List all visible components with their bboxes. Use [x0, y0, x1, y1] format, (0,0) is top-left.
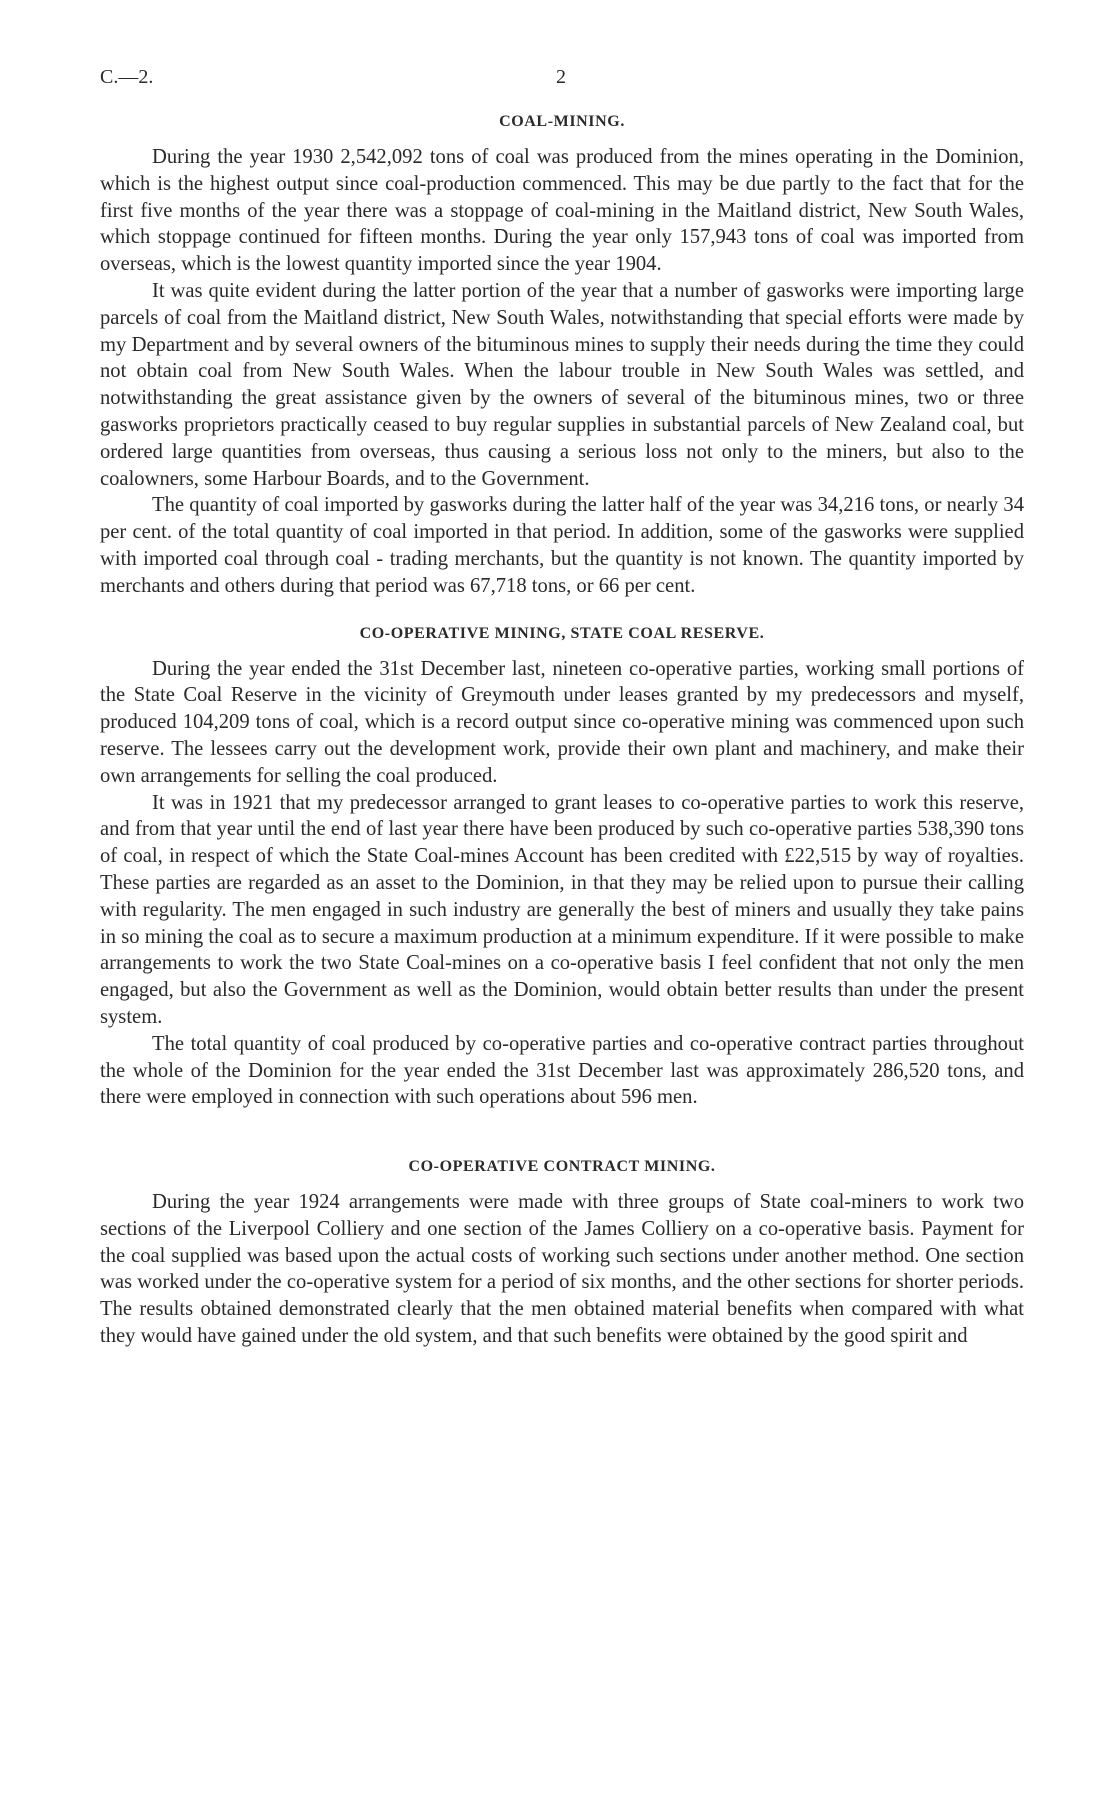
page-body	[100, 110, 1024, 1350]
paragraph: It was quite evident during the latter portion of the year that a number of gasworks were importing large parcels of coal from the Maitland district, New South Wales, notwithstanding that special efforts were made by my Department and by several owners of the bituminous mines to supply their needs during the time they could not obtain coal from New South Wales. When the labour trouble in New South Wales was settled, and notwithstanding the great assistance given by the owners of several of the bituminous mines, two or three gasworks proprietors practically ceased to buy regular supplies in substantial parcels of New Zealand coal, but ordered large quantities from overseas, thus causing a serious loss not only to the miners, but also to the coalowners, some Harbour Boards, and to the Government.	[100, 279, 1024, 490]
paragraph: The total quantity of coal produced by co-operative parties and co-operative contract parties throughout the whole of the Dominion for the year ended the 31st December last was approximately 286,520 tons, and there were employed in connection with such operations about 596 men.	[100, 1032, 1024, 1109]
paragraph: The quantity of coal imported by gasworks during the latter half of the year was 34,216 tons, or nearly 34 per cent. of the total quantity of coal imported in that period. In addition, some of the gasworks were supplied with imported coal through coal - trading merchants, but the quantity is not known. The quantity imported by merchants and others during that period was 67,718 tons, or 66 per cent.	[100, 494, 1024, 597]
running-head	[100, 66, 1024, 94]
section-cooperative-contract-mining	[100, 1155, 1024, 1350]
paragraph: During the year ended the 31st December last, nineteen co-operative parties, working small portions of the State Coal Reserve in the vicinity of Greymouth under leases granted by my predecessors and myself, produced 104,209 tons of coal, which is a record output since co-operative mining was commenced upon such reserve. The lessees carry out the development work, provide their own plant and machinery, and make their own arrangements for selling the coal produced.	[100, 657, 1024, 787]
document-reference: C.—2.	[100, 66, 154, 88]
section-heading: CO-OPERATIVE MINING, STATE COAL RESERVE.	[359, 624, 765, 642]
paragraph: During the year 1924 arrangements were made with three groups of State coal-miners to work two sections of the Liverpool Colliery and one section of the James Colliery on a co-operative basis. Payment for the coal supplied was based upon the actual costs of working such sections under another method. One section was worked under the co-operative system for a period of six months, and the other sections for shorter periods. The results obtained demonstrated clearly that the men obtained material benefits when compared with what they would have gained under the old system, and that such benefits were obtained by the good spirit and	[100, 1191, 1024, 1348]
section-coal-mining	[100, 110, 1024, 600]
section-heading: CO-OPERATIVE CONTRACT MINING.	[408, 1158, 716, 1176]
section-heading: COAL-MINING.	[499, 113, 625, 130]
paragraph: It was in 1921 that my predecessor arranged to grant leases to co-operative parties to work this reserve, and from that year until the end of last year there have been produced by such co-operative parties 538,390 tons of coal, in respect of which the State Coal-mines Account has been credited with £22,515 by way of royalties. These parties are regarded as an asset to the Dominion, in that they may be relied upon to pursue their calling with regularity. The men engaged in such industry are generally the best of miners and usually they take pains in so mining the coal as to secure a maximum production at a minimum expenditure. If it were possible to make arrangements to work the two State Coal-mines on a co-operative basis I feel confident that not only the men engaged, but also the Government as well as the Dominion, would obtain better results than under the present system.	[100, 791, 1024, 1028]
section-cooperative-mining-state-coal-reserve	[100, 622, 1024, 1112]
page-number: 2	[556, 66, 566, 88]
paragraph: During the year 1930 2,542,092 tons of coal was produced from the mines operating in the Dominion, which is the highest output since coal-production commenced. This may be due partly to the fact that for the first five months of the year there was a stoppage of coal-mining in the Maitland district, New South Wales, which stoppage continued for fifteen months. During the year only 157,943 tons of coal was imported from overseas, which is the lowest quantity imported since the year 1904.	[100, 146, 1024, 276]
